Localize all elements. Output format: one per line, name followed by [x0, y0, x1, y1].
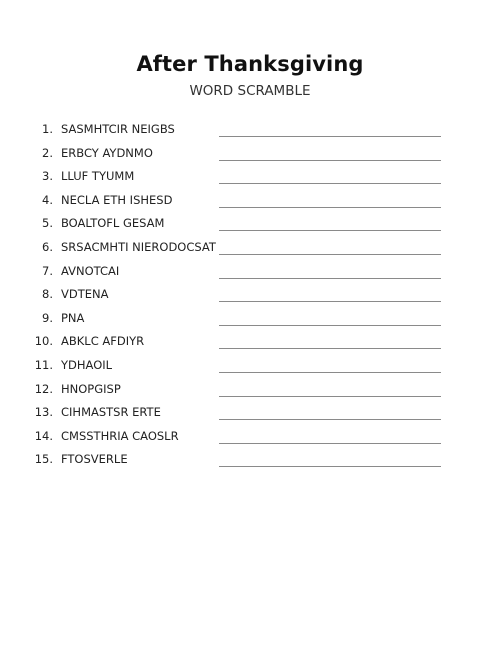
- answer-line: [219, 466, 441, 467]
- answer-line: [219, 207, 441, 208]
- item-number: 15.: [34, 452, 53, 467]
- answer-line: [219, 230, 441, 231]
- answer-line: [219, 278, 441, 279]
- scramble-item: [0, 143, 500, 167]
- scramble-item: [0, 355, 500, 379]
- item-number: 1.: [42, 122, 53, 136]
- answer-line: [219, 372, 441, 373]
- answer-line: [219, 443, 441, 444]
- scramble-item: [0, 261, 500, 285]
- scramble-item: [0, 426, 500, 450]
- item-number: 8.: [42, 287, 53, 302]
- answer-line: [219, 254, 441, 255]
- scrambled-word: CMSSTHRIA CAOSLR: [61, 428, 179, 443]
- item-number: 13.: [34, 405, 53, 420]
- item-number: 6.: [42, 239, 53, 254]
- scrambled-word: ABKLC AFDIYR: [61, 334, 145, 349]
- scramble-item: [0, 449, 500, 473]
- scrambled-word: YDHAOIL: [61, 357, 113, 372]
- scramble-item: [0, 237, 500, 261]
- scramble-item: [0, 402, 500, 426]
- scrambled-word: VDTENA: [61, 287, 109, 302]
- item-number: 14.: [34, 428, 53, 443]
- answer-line: [219, 396, 441, 397]
- answer-line: [219, 301, 441, 302]
- answer-line: [219, 160, 441, 161]
- item-number: 11.: [34, 357, 53, 372]
- item-number: 4.: [42, 192, 53, 207]
- scrambled-word: FTOSVERLE: [61, 452, 128, 467]
- answer-line: [219, 348, 441, 349]
- item-number: 3.: [42, 169, 53, 184]
- scramble-item: [0, 379, 500, 403]
- scrambled-word: BOALTOFL GESAM: [61, 216, 165, 231]
- scrambled-word: ERBCY AYDNMO: [61, 145, 153, 160]
- item-number: 10.: [34, 334, 53, 349]
- scramble-item: [0, 284, 500, 308]
- worksheet-title: After Thanksgiving: [136, 52, 364, 76]
- scramble-item: [0, 213, 500, 237]
- worksheet-subtitle: WORD SCRAMBLE: [189, 83, 311, 99]
- scrambled-word: PNA: [61, 310, 85, 325]
- answer-line: [219, 136, 441, 137]
- item-number: 5.: [42, 216, 53, 231]
- scramble-item: [0, 190, 500, 214]
- answer-line: [219, 419, 441, 420]
- item-number: 9.: [42, 310, 53, 325]
- scrambled-word: SASMHTCIR NEIGBS: [61, 122, 175, 136]
- scramble-item: [0, 331, 500, 355]
- scrambled-word: NECLA ETH ISHESD: [61, 192, 173, 207]
- scramble-list: [0, 119, 500, 473]
- answer-line: [219, 325, 441, 326]
- item-number: 12.: [34, 381, 53, 396]
- scramble-item: [0, 166, 500, 190]
- scrambled-word: SRSACMHTI NIERODOCSAT: [61, 239, 216, 254]
- item-number: 7.: [42, 263, 53, 278]
- scrambled-word: CIHMASTSR ERTE: [61, 405, 161, 420]
- scrambled-word: AVNOTCAI: [61, 263, 120, 278]
- scramble-item: [0, 308, 500, 332]
- scrambled-word: LLUF TYUMM: [61, 169, 135, 184]
- item-number: 2.: [42, 145, 53, 160]
- answer-line: [219, 183, 441, 184]
- scrambled-word: HNOPGISP: [61, 381, 121, 396]
- scramble-item: [0, 119, 500, 143]
